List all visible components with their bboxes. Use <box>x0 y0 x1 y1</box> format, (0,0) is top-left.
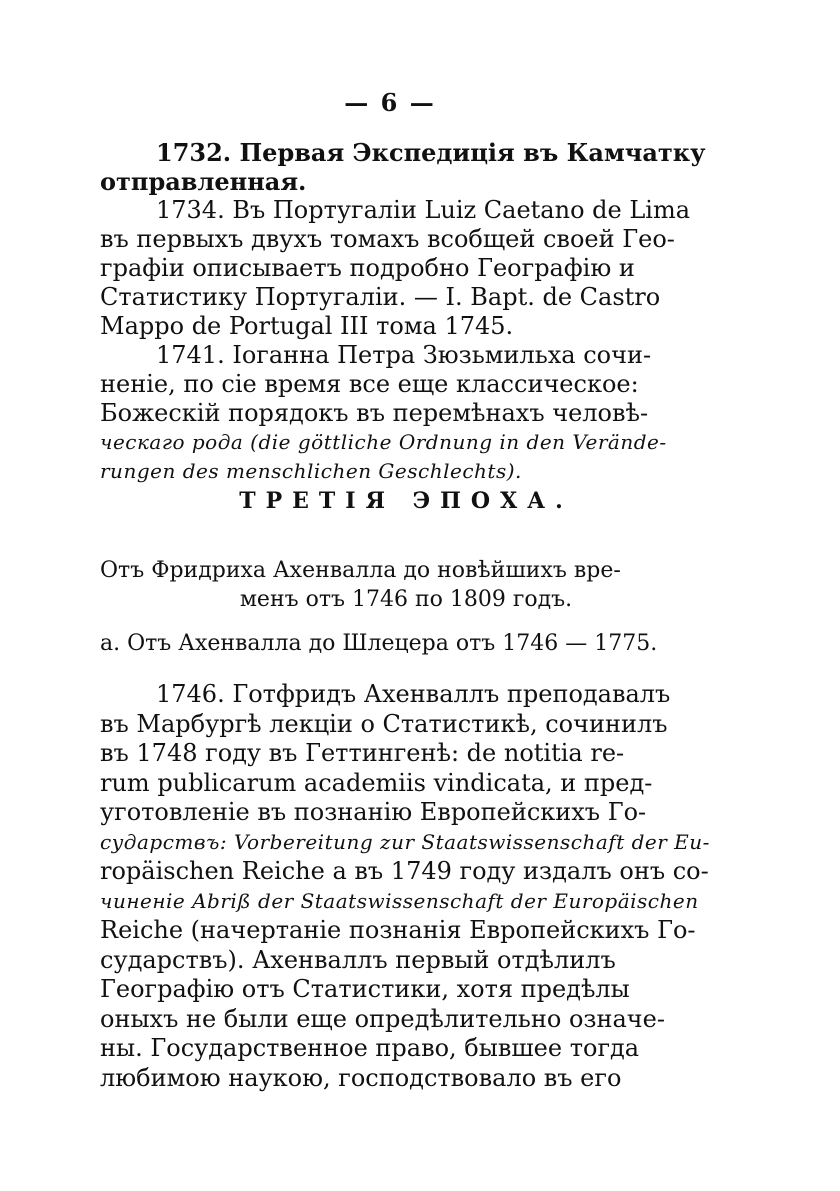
text-line: любимою наукою, господствовало въ его <box>100 1063 622 1092</box>
text-line: сударствъ). Ахенваллъ первый отдѣлилъ <box>100 945 616 974</box>
text-line: 1741. Іоганна Петра Зюзьмильха сочи- <box>156 341 652 369</box>
text-line: Божескій порядокъ въ перемѣнахъ человѣ- <box>100 399 649 427</box>
text-line: сударствъ: Vorbereitung zur Staatswissenschaft der Eu- <box>100 829 710 854</box>
text-line: уготовленіе въ познанію Европейскихъ Го- <box>100 798 647 826</box>
text-line: отправленная. <box>100 167 307 196</box>
page-number: — 6 — <box>344 88 436 117</box>
subsection-heading: а. Отъ Ахенвалла до Шлецера отъ 1746 — 1775. <box>100 631 658 656</box>
text-line: въ 1748 году въ Геттингенѣ: de notitia re- <box>100 739 625 767</box>
text-line: Mappo de Portugal III тома 1745. <box>100 312 514 340</box>
text-line: чиненіе Abriß der Staatswissenschaft der Europäischen <box>100 888 699 913</box>
subtitle-line: Отъ Фридриха Ахенвалла до новѣйшихъ вре- <box>100 558 621 583</box>
text-line: 1734. Въ Португаліи Luiz Caetano de Lima <box>156 196 691 224</box>
text-line: неніе, по сіе время все еще классическое: <box>100 370 639 398</box>
section-subtitle <box>100 556 712 614</box>
text-line: ны. Государственное право, бывшее тогда <box>100 1034 640 1062</box>
text-line: графіи описываетъ подробно Географію и <box>100 254 635 282</box>
text-line: въ Марбургѣ лекціи о Статистикѣ, сочинилъ <box>100 709 668 738</box>
text-line: 1746. Готфридъ Ахенваллъ преподавалъ <box>156 680 671 708</box>
text-line: Статистику Португаліи. — I. Bapt. de Castro <box>100 283 661 311</box>
text-line: оныхъ не были еще опредѣлительно означе- <box>100 1004 665 1033</box>
section-title: ТРЕТІЯ ЭПОХА. <box>239 488 573 514</box>
subtitle-line: менъ отъ 1746 по 1809 годъ. <box>239 587 573 612</box>
text-line: въ первыхъ двухъ томахъ всобщей своей Гео- <box>100 225 675 253</box>
text-line: Reiche (начертаніе познанія Европейскихъ Го- <box>100 916 696 944</box>
text-line: Географію отъ Статистики, хотя предѣлы <box>100 975 630 1003</box>
entries-bottom-block <box>100 680 712 1093</box>
text-line: rum publicarum academiis vindicata, и пред- <box>100 768 653 797</box>
text-line: ческаго рода (die göttliche Ordnung in den Verände- <box>100 430 667 454</box>
entries-top-block <box>100 138 712 486</box>
text-line: 1732. Первая Экспедиція въ Камчатку <box>156 138 706 167</box>
text-line: ropäischen Reiche а въ 1749 году издалъ онъ со- <box>100 857 709 885</box>
text-line: rungen des menschlichen Geschlechts). <box>100 459 522 483</box>
